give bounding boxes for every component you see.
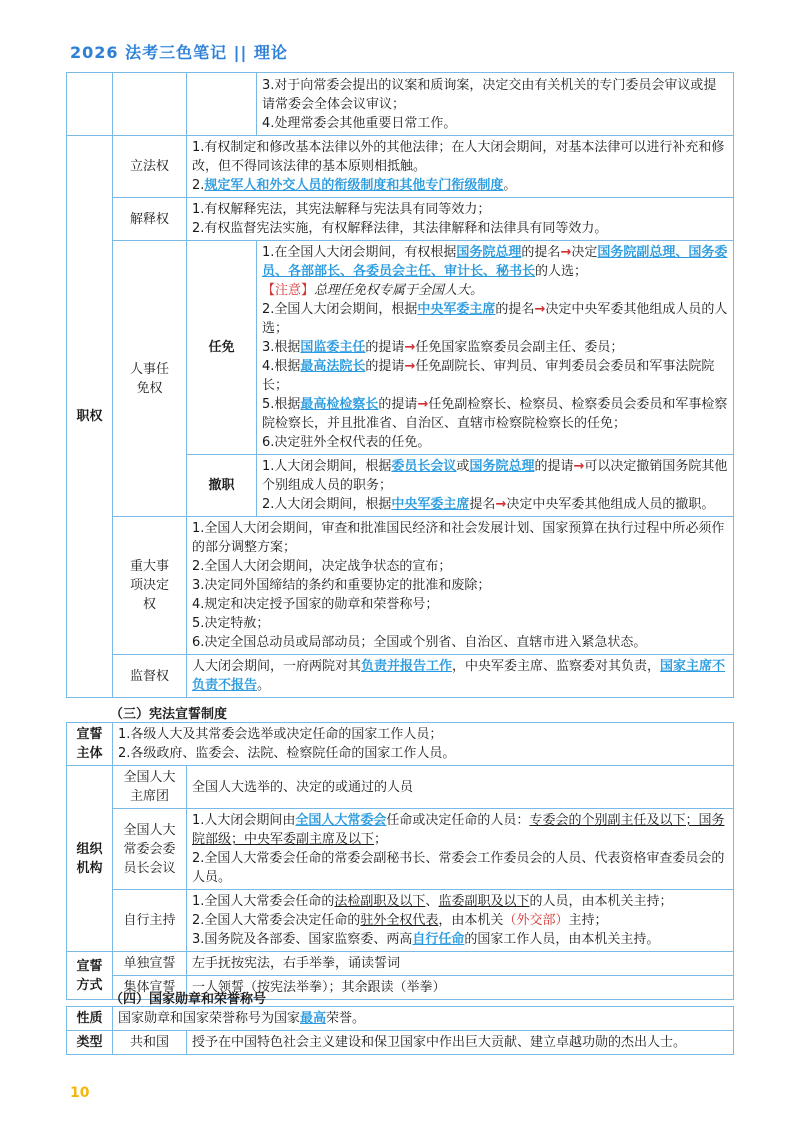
text: 的提名 <box>495 302 535 317</box>
major-content <box>187 517 734 655</box>
list-item <box>262 395 728 433</box>
highlight: 中央军委主席 <box>391 497 470 512</box>
page-header: 2026 法考三色笔记 || 理论 <box>70 43 288 62</box>
table-row <box>67 809 734 890</box>
text: ，中央军委主席、监察委对其负责， <box>452 659 661 674</box>
text: 提名 <box>469 497 496 512</box>
text: 的人员，由本机关主持； <box>529 894 673 909</box>
medal-table <box>66 1006 734 1055</box>
list-item <box>192 892 728 911</box>
list-item: 6.决定驻外全权代表的任免。 <box>262 435 431 450</box>
major-label: 重大事项决定权 <box>113 517 187 655</box>
oath-subject-label: 宣誓主体 <box>67 723 113 766</box>
nature-label: 性质 <box>67 1007 113 1031</box>
text: 决定 <box>571 245 598 260</box>
list-item: 6.决定全国总动员或局部动员；全国或个别省、自治区、直辖市进入紧急状态。 <box>192 635 647 650</box>
powers-label: 职权 <box>67 136 113 698</box>
highlight: 国监委主任 <box>300 340 366 355</box>
presidium-label: 全国人大主席团 <box>113 766 187 809</box>
supervision-label: 监督权 <box>113 655 187 698</box>
interpretation-content <box>187 198 734 241</box>
highlight: 全国人大常委会 <box>295 813 387 828</box>
text: 的国家工作人员，由本机关主持。 <box>464 932 660 947</box>
text: 的提请 <box>365 359 405 374</box>
type-label: 类型 <box>67 1031 113 1055</box>
oath-table <box>66 722 734 1000</box>
list-item <box>262 495 728 514</box>
text: 1.人大闭会期间由 <box>192 813 296 828</box>
supervision-content <box>187 655 734 698</box>
arrow-icon: → <box>417 397 429 412</box>
chairmen-content <box>187 809 734 890</box>
org-label: 组织机构 <box>67 766 113 952</box>
list-item <box>192 911 728 930</box>
list-item <box>262 357 728 395</box>
type-content: 授予在中国特色社会主义建设和保卫国家中作出巨大贡献、建立卓越功勋的杰出人士。 <box>187 1031 734 1055</box>
text: 。 <box>503 178 517 193</box>
group-label: 集体宣誓 <box>113 976 187 1000</box>
text: 2.全国人大常委会决定任命的 <box>192 913 361 928</box>
underline-text: 驻外全权代表 <box>360 913 439 928</box>
list-item <box>262 338 728 357</box>
text: 。 <box>257 678 271 693</box>
list-item: 5.决定特赦； <box>192 616 270 631</box>
table-row <box>67 766 734 809</box>
type-sub-label: 共和国 <box>113 1031 187 1055</box>
underline-text: 法检副职及以下 <box>334 894 426 909</box>
group-content: 一人领誓（按宪法举拳）；其余跟读（举拳） <box>187 976 734 1000</box>
text: 、 <box>425 894 439 909</box>
text: 2.全国人大闭会期间，根据 <box>262 302 418 317</box>
appoint-content <box>257 241 734 455</box>
presidium-content: 全国人大选举的、决定的或通过的人员 <box>187 766 734 809</box>
list-item: 1.有权制定和修改基本法律以外的其他法律；在人大闭会期间，对基本法律可以进行补充和修改，但不得同该法律的基本原则相抵触。 <box>192 140 725 174</box>
text: 的提请 <box>378 397 418 412</box>
arrow-icon: → <box>573 459 585 474</box>
list-item: 1.有权解释宪法，其宪法解释与宪法具有同等效力； <box>192 202 491 217</box>
highlight: 国务院总理 <box>456 245 522 260</box>
interpretation-label: 解释权 <box>113 198 187 241</box>
text: 5.根据 <box>262 397 301 412</box>
text: 4.根据 <box>262 359 301 374</box>
table-row <box>67 73 734 136</box>
arrow-icon: → <box>534 302 546 317</box>
text: 1.全国人大常委会任命的 <box>192 894 335 909</box>
text: 决定中央军委其他组成人员的撤职。 <box>506 497 715 512</box>
partial-cell <box>257 73 734 136</box>
method-label: 宣誓方式 <box>67 952 113 1000</box>
section-title-oath: （三）宪法宣誓制度 <box>110 707 228 722</box>
table-row <box>67 1007 734 1031</box>
text: 荣誉。 <box>326 1011 366 1026</box>
nature-content <box>113 1007 734 1031</box>
oath-subject-content <box>113 723 734 766</box>
note <box>262 281 728 300</box>
list-item: 1.全国人大闭会期间，审查和批准国民经济和社会发展计划、国家预算在执行过程中所必须作的部分调整方案； <box>192 521 725 555</box>
highlight: 最高 <box>300 1011 327 1026</box>
highlight: 规定军人和外交人员的衔级制度和其他专门衔级制度 <box>204 178 504 193</box>
text: 的提名 <box>521 245 561 260</box>
arrow-icon: → <box>560 245 572 260</box>
table-row <box>67 723 734 766</box>
text: 1.在全国人大闭会期间，有权根据 <box>262 245 457 260</box>
list-item: 1.各级人大及其常委会选举或决定任命的国家工作人员； <box>118 727 443 742</box>
text: 任免副检察长、检察员、检察委员会委员和军事检察院检察长，并且批准省、自治区、直辖市检察院检察长的任免； <box>262 397 728 431</box>
text: 3.根据 <box>262 340 301 355</box>
list-item <box>262 300 728 338</box>
page-number: 10 <box>70 1085 90 1101</box>
list-item: 3.对于向常委会提出的议案和质询案，决定交由有关机关的专门委员会审议或提请常委会全体会议审议； <box>262 77 717 112</box>
list-item: 4.规定和决定授予国家的勋章和荣誉称号； <box>192 597 439 612</box>
list-item: 4.处理常委会其他重要日常工作。 <box>262 115 457 131</box>
list-item: 2.有权监督宪法实施，有权解释法律，其法律解释和法律具有同等效力。 <box>192 221 608 236</box>
table-row <box>67 1031 734 1055</box>
list-item <box>192 811 728 849</box>
single-content: 左手抚按宪法，右手举拳，诵读誓词 <box>187 952 734 976</box>
note-tag: 【注意】 <box>262 283 315 298</box>
text: 的提请 <box>365 340 405 355</box>
highlight: 最高检检察长 <box>300 397 379 412</box>
self-content <box>187 890 734 952</box>
appoint-label: 任免 <box>187 241 257 455</box>
highlight: 国家主席不负责不报告 <box>192 659 726 693</box>
table-row <box>67 890 734 952</box>
section-title-medal: （四）国家勋章和荣誉称号 <box>110 992 267 1007</box>
underline-text: 监委副职及以下 <box>438 894 530 909</box>
text: 国家勋章和国家荣誉称号为国家 <box>118 1011 301 1026</box>
underline-text: 专委会的个别副主任及以下；国务院部级；中央军委副主席及以下 <box>192 813 725 847</box>
table-row <box>67 517 734 655</box>
arrow-icon: → <box>495 497 507 512</box>
text: ，由本机关 <box>438 913 504 928</box>
highlight: 国务院总理 <box>469 459 535 474</box>
text: 的人选； <box>535 264 588 279</box>
highlight: 中央军委主席 <box>417 302 496 317</box>
highlight: 委员长会议 <box>391 459 457 474</box>
table-row <box>67 198 734 241</box>
list-item <box>262 457 728 495</box>
text: 或 <box>456 459 470 474</box>
legislative-content <box>187 136 734 198</box>
text: 1.人大闭会期间，根据 <box>262 459 392 474</box>
arrow-icon: → <box>404 340 416 355</box>
note-text: 总理任免权专属于全国人大。 <box>314 283 484 298</box>
text: 任命或决定任命的人员： <box>386 813 530 828</box>
text: 任免国家监察委员会副主任、委员； <box>415 340 624 355</box>
text: 主持； <box>568 913 608 928</box>
text: 的提请 <box>534 459 574 474</box>
chairmen-label: 全国人大常委会委员长会议 <box>113 809 187 890</box>
personnel-label: 人事任免权 <box>113 241 187 517</box>
single-label: 单独宣誓 <box>113 952 187 976</box>
text: ； <box>374 832 388 847</box>
list-item: 3.决定同外国缔结的条约和重要协定的批准和废除； <box>192 578 491 593</box>
list-item <box>262 243 728 281</box>
remove-content <box>257 455 734 517</box>
text: 2.人大闭会期间，根据 <box>262 497 392 512</box>
red-text: （外交部） <box>503 913 569 928</box>
table-row <box>67 655 734 698</box>
list-item <box>192 176 728 195</box>
list-item: 2.全国人大常委会任命的常委会副秘书长、常委会工作委员会的人员、代表资格审查委员会的人员。 <box>192 851 725 885</box>
table-row <box>67 952 734 976</box>
list-item <box>192 930 728 949</box>
arrow-icon: → <box>404 359 416 374</box>
self-label: 自行主持 <box>113 890 187 952</box>
legislative-label: 立法权 <box>113 136 187 198</box>
text: 人大闭会期间，一府两院对其 <box>192 659 362 674</box>
text: 可以决定撤销国务院其他个别组成人员的职务； <box>262 459 728 493</box>
table-row <box>67 241 734 455</box>
list-item: 2.全国人大闭会期间，决定战争状态的宣布； <box>192 559 452 574</box>
text: 3.国务院及各部委、国家监察委、两高 <box>192 932 413 947</box>
powers-table <box>66 72 734 698</box>
list-item: 2.各级政府、监委会、法院、检察院任命的国家工作人员。 <box>118 746 456 761</box>
highlight: 负责并报告工作 <box>361 659 453 674</box>
text: 2. <box>192 178 205 193</box>
highlight: 自行任命 <box>412 932 465 947</box>
table-row <box>67 136 734 198</box>
highlight: 国务院副总理、国务委员、各部部长、各委员会主任、审计长、秘书长 <box>262 245 728 279</box>
text: 决定中央军委其他组成人员的人选； <box>262 302 728 336</box>
text: 任免副院长、审判员、审判委员会委员和军事法院院长； <box>262 359 715 393</box>
highlight: 最高法院长 <box>300 359 366 374</box>
remove-label: 撤职 <box>187 455 257 517</box>
